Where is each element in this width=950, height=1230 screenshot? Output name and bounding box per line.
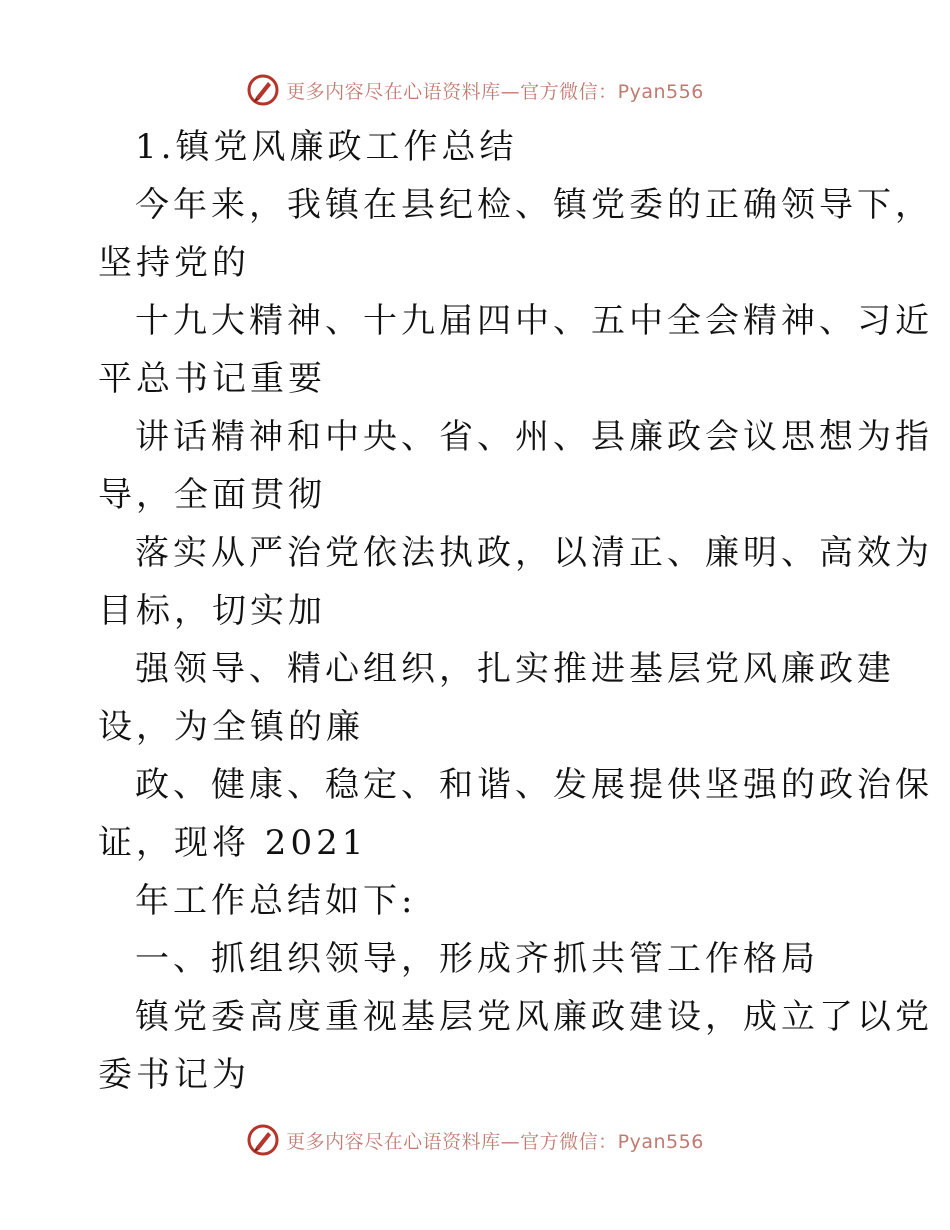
paragraph-line: 十九大精神、十九届四中、五中全会精神、习近 (135, 301, 933, 341)
pen-logo-icon (246, 73, 280, 107)
paragraph-line: 目标，切实加 (98, 591, 326, 631)
banner-text: 更多内容尽在心语资料库—官方微信：Pyan556 (286, 1130, 704, 1153)
paragraph-line: 镇党委高度重视基层党风廉政建设，成立了以党 (135, 997, 933, 1037)
paragraph-line: 导，全面贯彻 (98, 475, 326, 515)
header-watermark-banner (0, 70, 950, 110)
paragraph-line: 平总书记重要 (98, 359, 326, 399)
paragraph-line: 落实从严治党依法执政，以清正、廉明、高效为 (135, 533, 933, 573)
paragraph-line: 设，为全镇的廉 (98, 707, 364, 747)
banner-text: 更多内容尽在心语资料库—官方微信：Pyan556 (286, 80, 704, 103)
document-title: 1.镇党风廉政工作总结 (135, 127, 518, 167)
paragraph-line: 讲话精神和中央、省、州、县廉政会议思想为指 (135, 417, 933, 457)
pen-logo-icon (246, 1123, 280, 1157)
paragraph-line: 强领导、精心组织，扎实推进基层党风廉政建 (135, 649, 895, 689)
footer-watermark-banner (0, 1120, 950, 1160)
paragraph-line: 政、健康、稳定、和谐、发展提供坚强的政治保 (135, 765, 933, 805)
paragraph-line: 证，现将 2021 (98, 823, 368, 863)
section-heading: 一、抓组织领导，形成齐抓共管工作格局 (135, 939, 819, 979)
paragraph-line: 今年来，我镇在县纪检、镇党委的正确领导下， (135, 185, 933, 225)
paragraph-line: 委书记为 (98, 1055, 250, 1095)
paragraph-line: 坚持党的 (98, 243, 250, 283)
paragraph-line: 年工作总结如下: (135, 881, 417, 921)
